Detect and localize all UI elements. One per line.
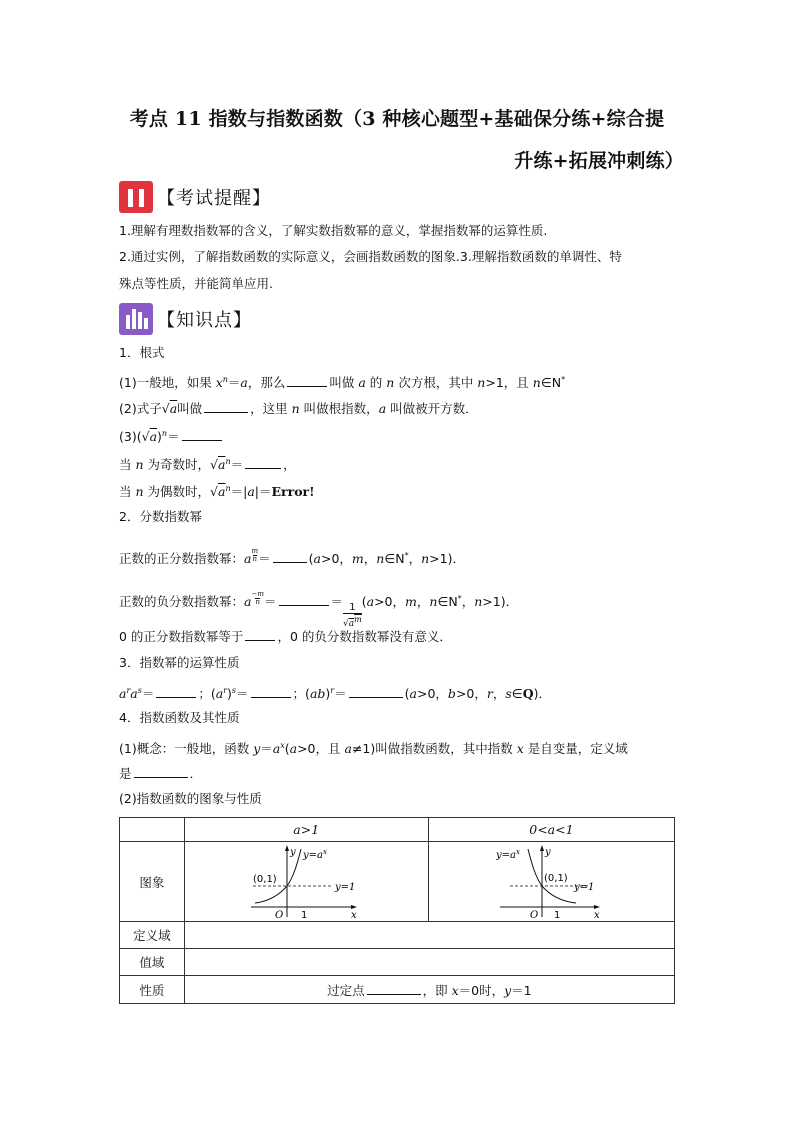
label-x: x <box>351 909 357 919</box>
label-one: 1 <box>554 909 561 919</box>
blank-radical-power[interactable] <box>182 427 222 441</box>
radical-line-4: 当 n 为奇数时，$√a^n=$ ， <box>119 457 296 473</box>
table-property-cell: 过定点 ，即 x＝0时，y＝1 <box>184 976 674 1004</box>
label-y1: y=1 <box>335 881 356 893</box>
graph-properties-heading: (2)指数函数的图象与性质 <box>119 791 262 806</box>
page-title-line1: 考点 11 指数与指数函数（3 种核心题型+基础保分练+综合提 <box>129 108 665 130</box>
fraction-negative-line: 正数的负分数指数幂：a $\frac{-m}{n}$ ＝ ＝ $\frac{1}{√a^m}$ (a>0，m，n∈N*，n>1)． <box>119 590 519 630</box>
exam-item-1: 1.理解有理数指数幂的含义，了解实数指数幂的意义，掌握指数幂的运算性质. <box>119 223 548 238</box>
y-axis-arrow <box>540 845 544 851</box>
graph-decreasing <box>496 845 606 919</box>
label-origin: O <box>530 909 539 919</box>
y-axis-arrow <box>285 845 289 851</box>
label-x: x <box>594 909 601 919</box>
zero-power-line: 0 的正分数指数幂等于 ，0 的负分数指数幂没有意义． <box>119 629 452 644</box>
label-curve: $y=a^x$ <box>496 847 521 861</box>
label-point: (0,1) <box>253 873 277 885</box>
table-row-property-label: 性质 <box>120 976 185 1004</box>
label-curve: $y=a^x$ <box>303 847 328 861</box>
section-knowledge-header <box>119 303 252 335</box>
graph-increasing-cell <box>184 842 428 922</box>
fraction-positive-line: 正数的正分数指数幂：a $\frac{m}{n}$ ＝ (a>0，m，n∈N*，n>1)． <box>119 547 465 567</box>
section-exam-header <box>119 181 271 213</box>
subheading-operations: 3．指数幂的运算性质 <box>119 655 240 670</box>
table-header-a-between-0-1: 0<a<1 <box>428 818 674 842</box>
graph-increasing <box>251 845 361 919</box>
blank-power-rule[interactable] <box>251 684 291 698</box>
exam-item-2b: 殊点等性质，并能简单应用. <box>119 276 273 291</box>
label-origin: O <box>275 909 284 919</box>
blank-product-rule[interactable] <box>156 684 196 698</box>
exam-icon <box>119 181 153 213</box>
page-title-line2: 升练+拓展冲刺练） <box>514 150 684 172</box>
concept-line-2: 是 ． <box>119 766 203 781</box>
radical-line-3: $(3)(√a)^n=$ <box>119 426 224 445</box>
operations-line: $a^ra^s=$ ；$(a^r)^s=$ ；(ab)$^r$＝ (a>0，b>0，r，s∈Q)． <box>119 686 551 702</box>
blank-radical-name[interactable] <box>204 399 248 413</box>
blank-zero-power[interactable] <box>245 627 275 641</box>
x-axis-arrow <box>351 905 357 909</box>
blank-fixed-point[interactable] <box>367 981 421 995</box>
subheading-radical: 1．根式 <box>119 345 165 360</box>
radical-line-2: (2)式子√a叫做 ，这里 n 叫做根指数，a 叫做被开方数． <box>119 401 478 416</box>
table-range-cell[interactable] <box>184 949 674 976</box>
table-row-range-label: 值域 <box>120 949 185 976</box>
concept-line-1: (1)概念：一般地，函数 $y=a^x(a>0$，且 a≠1)叫做指数函数，其中指数 x 是自变量，定义域 <box>119 741 628 757</box>
blank-product-power-rule[interactable] <box>349 684 403 698</box>
label-y1: y=1 <box>574 881 595 893</box>
section-knowledge-title: 【知识点】 <box>157 310 252 331</box>
radical-symbol: √a <box>161 401 178 416</box>
blank-domain[interactable] <box>134 764 188 778</box>
label-point: (0,1) <box>544 872 569 884</box>
exam-item-2a: 2.通过实例，了解指数函数的实际意义，会画指数函数的图象.3.理解指数函数的单调性、特 <box>119 249 622 264</box>
subheading-exponential: 4．指数函数及其性质 <box>119 710 240 725</box>
table-row-domain-label: 定义域 <box>120 922 185 949</box>
table-header-a-greater-1: a>1 <box>184 818 428 842</box>
label-y: y <box>290 846 296 858</box>
table-corner <box>120 818 185 842</box>
radical-line-1: (1)一般地，如果 $x^n=a$，那么 叫做 a 的 n 次方根，其中 n>1，且 n∈N* <box>119 375 566 391</box>
section-exam-title: 【考试提醒】 <box>157 188 271 209</box>
table-row-graph-label: 图象 <box>120 842 185 922</box>
graph-decreasing-cell <box>428 842 674 922</box>
radical-line-5: 当 n 为偶数时，$√a^n=|a|=Error$! <box>119 484 315 500</box>
properties-table <box>119 817 675 1004</box>
blank-negative-fraction[interactable] <box>279 592 329 606</box>
x-axis-arrow <box>594 905 600 909</box>
blank-positive-fraction[interactable] <box>273 549 307 563</box>
subheading-fractional: 2．分数指数幂 <box>119 509 202 524</box>
label-one: 1 <box>301 909 308 919</box>
label-y: y <box>545 846 552 858</box>
blank-nth-root[interactable] <box>287 373 327 387</box>
blank-odd-root[interactable] <box>245 455 281 469</box>
bar-chart-icon <box>119 303 153 335</box>
table-domain-cell[interactable] <box>184 922 674 949</box>
